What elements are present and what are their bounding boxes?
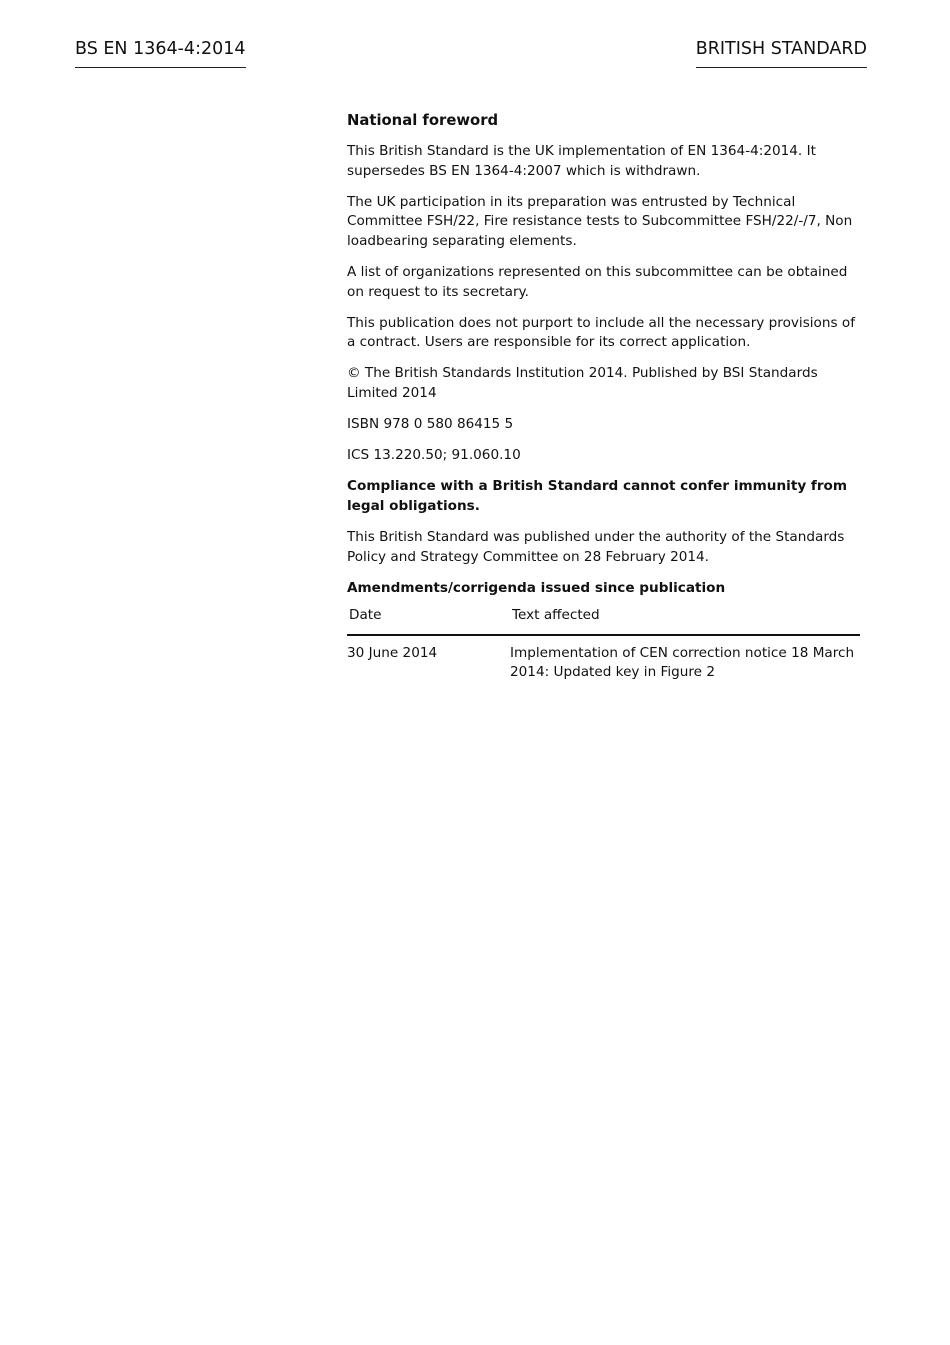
compliance-notice: Compliance with a British Standard cannot confer immunity from legal obligations. (347, 478, 848, 514)
table-header-row (347, 606, 860, 635)
isbn-line: ISBN 978 0 580 86415 5 (347, 416, 514, 433)
contract-paragraph: This publication does not purport to include all the necessary provisions of a contract. Users are responsible for its correct application. (347, 314, 855, 351)
national-foreword-section (347, 111, 860, 683)
amendment-date: 30 June 2014 (347, 644, 438, 661)
column-header-date: Date (347, 606, 510, 635)
ics-line: ICS 13.220.50; 91.060.10 (347, 447, 521, 464)
section-title: National foreword (347, 112, 499, 129)
participation-paragraph: The UK participation in its preparation was entrusted by Technical Committee FSH/22, Fire resistance tests to Subcommittee FSH/22/-/7, Non loadbearing separating elements. (347, 193, 853, 249)
column-header-text-affected: Text affected (510, 606, 860, 635)
table-row (347, 635, 860, 683)
copyright-paragraph: © The British Standards Institution 2014. Published by BSI Standards Limited 2014 (347, 365, 818, 401)
organizations-paragraph: A list of organizations represented on this subcommittee can be obtained on request to its secretary. (347, 263, 848, 300)
amendments-table (347, 606, 860, 683)
publisher-label: BRITISH STANDARD (696, 38, 867, 68)
publication-authority-paragraph: This British Standard was published under the authority of the Standards Policy and Strategy Committee on 28 February 2014. (347, 528, 845, 565)
document-code: BS EN 1364-4:2014 (75, 38, 246, 68)
implementation-paragraph: This British Standard is the UK implementation of EN 1364-4:2014. It supersedes BS EN 1364-4:2007 which is withdrawn. (347, 143, 816, 179)
amendment-text: Implementation of CEN correction notice 18 March 2014: Updated key in Figure 2 (510, 644, 855, 681)
amendments-title: Amendments/corrigenda issued since publication (347, 579, 726, 596)
